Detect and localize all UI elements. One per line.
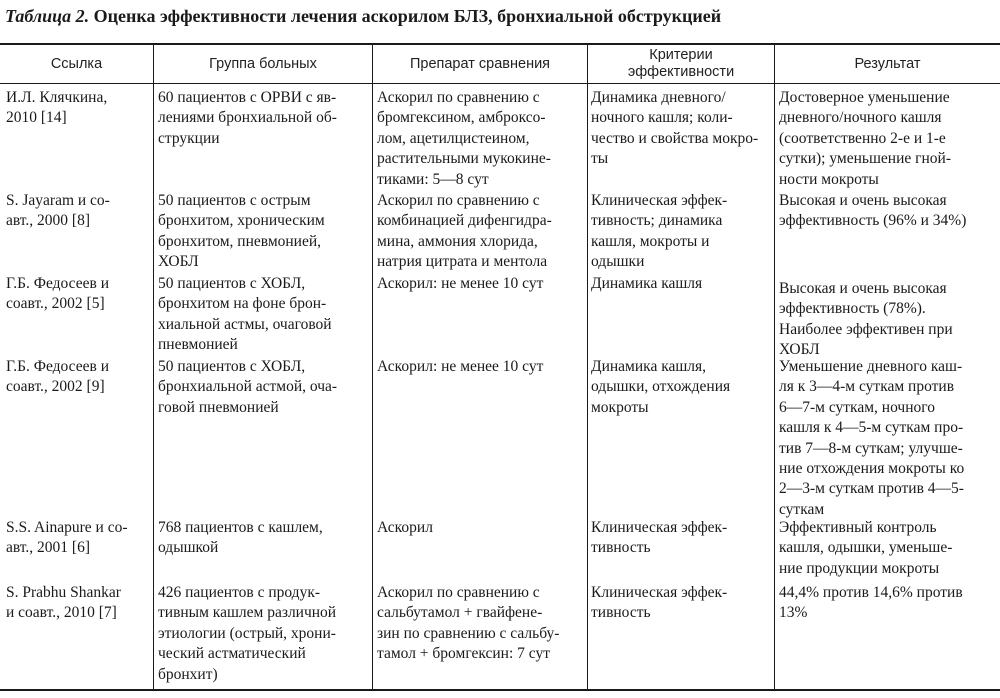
cell-reference: S. Prabhu Shankar и соавт., 2010 [7] — [6, 584, 121, 622]
table-bottom-rule — [0, 689, 1000, 691]
cell-result: Достоверное уменьшение дневного/ночного кашля (соответственно 2-е и 1-е сутки); уменьшение гной- ности мокроты — [779, 89, 951, 188]
column-divider — [153, 45, 154, 689]
cell-drug: Аскорил: не менее 10 сут — [377, 358, 544, 375]
cell-criteria: Динамика кашля — [591, 275, 703, 292]
cell-reference: S.S. Ainapure и со- авт., 2001 [6] — [6, 519, 128, 557]
cell-result: Высокая и очень высокая эффективность (96% и 34%) — [779, 192, 967, 230]
cell-group: 768 пациентов с кашлем, одышкой — [158, 519, 323, 557]
cell-result: Эффективный контроль кашля, одышки, уменьше- ние продукции мокроты — [779, 519, 953, 577]
cell-criteria: Клиническая эффек- тивность — [591, 584, 728, 622]
header-group: Группа больных — [209, 55, 317, 72]
column-divider — [587, 45, 588, 689]
cell-criteria: Динамика дневного/ ночного кашля; коли- чество и свойства мокро- ты — [591, 89, 759, 168]
table-header-rule — [0, 83, 1000, 84]
cell-reference: И.Л. Клячкина, 2010 [14] — [6, 89, 108, 127]
cell-group: 60 пациентов с ОРВИ с яв- лениями бронхиальной об- струкции — [158, 89, 337, 147]
cell-reference: Г.Б. Федосеев и соавт., 2002 [5] — [6, 275, 109, 313]
cell-group: 50 пациентов с острым бронхитом, хроническим бронхитом, пневмонией, ХОБЛ — [158, 192, 325, 271]
header-drug: Препарат сравнения — [409, 55, 551, 72]
cell-criteria: Клиническая эффек- тивность; динамика кашля, мокроты и одышки — [591, 192, 728, 271]
cell-result: Высокая и очень высокая эффективность (78%). Наиболее эффективен при ХОБЛ — [779, 280, 953, 359]
cell-group: 426 пациентов с продук- тивным кашлем различной этиологии (острый, хрони- ческий астматический бронхит) — [158, 584, 337, 683]
cell-drug: Аскорил — [377, 519, 433, 536]
cell-drug: Аскорил по сравнению с бромгексином, амброксо- лом, ацетилцистеином, растительными мукокине- тиками: 5—8 сут — [377, 89, 551, 188]
cell-result: 44,4% против 14,6% против 13% — [779, 584, 963, 622]
header-result: Результат — [854, 55, 921, 72]
cell-reference: Г.Б. Федосеев и соавт., 2002 [9] — [6, 358, 109, 396]
cell-result: Уменьшение дневного каш- ля к 3—4-м суткам против 6—7-м суткам, ночного кашля к 4—5-м суткам про- тив 7—8-м суткам; улучше- ние отхождения мокроты ко 2—3-м суткам против 4—5- суткам — [779, 358, 965, 518]
cell-drug: Аскорил по сравнению с сальбутамол + гвайфене- зин по сравнению с сальбу- тамол + бромгексин: 7 сут — [377, 584, 560, 663]
header-reference: Ссылка — [50, 55, 103, 72]
cell-group: 50 пациентов с ХОБЛ, бронхиальной астмой, оча- говой пневмонией — [158, 358, 338, 416]
cell-criteria: Клиническая эффек- тивность — [591, 519, 728, 557]
cell-drug: Аскорил по сравнению с комбинацией дифенгидра- мина, аммония хлорида, натрия цитрата и ментола — [377, 192, 552, 271]
cell-group: 50 пациентов с ХОБЛ, бронхитом на фоне брон- хиальной астмы, очаговой пневмонией — [158, 275, 332, 354]
header-criteria: Критерии эффективности — [627, 47, 735, 80]
table-caption-label: Таблица 2. — [5, 6, 90, 26]
cell-reference: S. Jayaram и со- авт., 2000 [8] — [6, 192, 110, 230]
column-divider — [774, 45, 775, 689]
table-caption-text: Оценка эффективности лечения аскорилом БЛЗ, бронхиальной обструкцией — [93, 6, 722, 26]
table-caption — [5, 6, 721, 27]
cell-drug: Аскорил: не менее 10 сут — [377, 275, 544, 292]
cell-criteria: Динамика кашля, одышки, отхождения мокроты — [591, 358, 731, 416]
